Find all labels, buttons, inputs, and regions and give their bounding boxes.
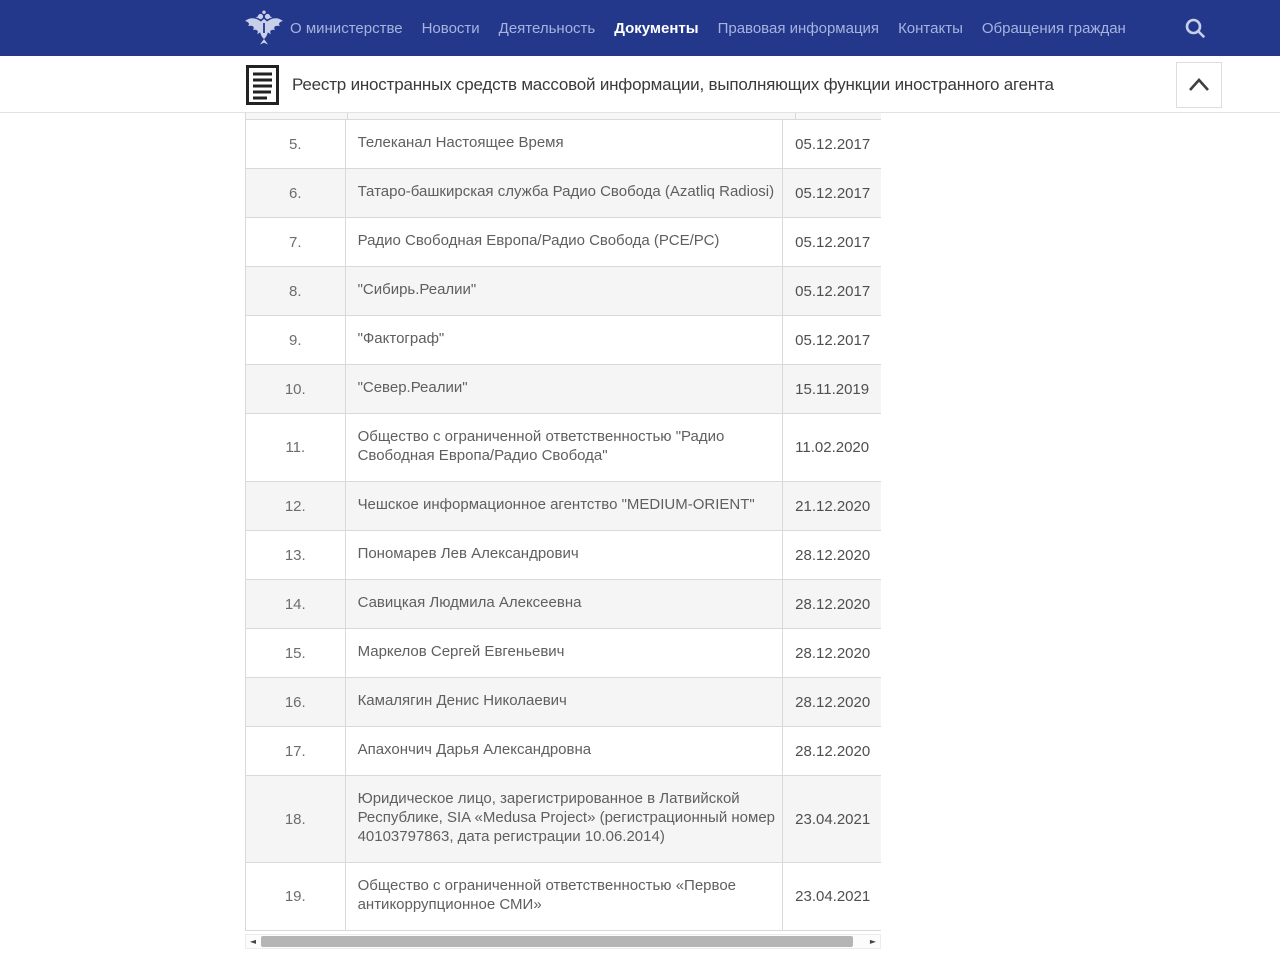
ministry-logo[interactable]: [243, 8, 285, 48]
nav-item-legal-info[interactable]: Правовая информация: [717, 19, 880, 37]
nav-links: [290, 0, 1126, 56]
row-number: 13.: [246, 531, 346, 579]
registry-header: [0, 56, 1280, 113]
table-row: [246, 482, 881, 531]
top-navigation: [0, 0, 1280, 56]
row-date: 28.12.2020: [795, 546, 871, 564]
scroll-left-arrow[interactable]: ◄: [249, 937, 257, 946]
clipped-row-above: [246, 113, 881, 120]
row-name: Маркелов Сергей Евгеньевич: [346, 629, 784, 677]
row-number: 16.: [246, 678, 346, 726]
row-number: 15.: [246, 629, 346, 677]
row-date: 05.12.2017: [795, 233, 871, 251]
table-row: [246, 776, 881, 863]
registry-table: [245, 113, 881, 931]
row-number: 11.: [246, 414, 346, 481]
row-number: 17.: [246, 727, 346, 775]
document-list-icon: [246, 65, 279, 110]
search-icon: [1184, 17, 1206, 39]
row-name: "Сибирь.Реалии": [346, 267, 784, 315]
table-row: [246, 218, 881, 267]
eagle-emblem-icon: [244, 9, 284, 47]
row-name: Юридическое лицо, зарегистрированное в Латвийской Республике, SIA «Medusa Project» (регистрационный номер 40103797863, дата регистрации 10.06.2014): [346, 776, 784, 862]
row-number: 18.: [246, 776, 346, 862]
table-row: [246, 120, 881, 169]
row-date: 05.12.2017: [795, 135, 871, 153]
table-row: [246, 629, 881, 678]
row-number: 14.: [246, 580, 346, 628]
scroll-right-arrow[interactable]: ►: [869, 937, 877, 946]
row-name: Телеканал Настоящее Время: [346, 120, 784, 168]
row-name: Апахончич Дарья Александровна: [346, 727, 784, 775]
nav-item-about[interactable]: О министерстве: [290, 19, 403, 37]
nav-item-news[interactable]: Новости: [421, 19, 480, 37]
row-name: Чешское информационное агентство "MEDIUM-ORIENT": [346, 482, 784, 530]
row-number: 6.: [246, 169, 346, 217]
row-number: 10.: [246, 365, 346, 413]
table-row: [246, 316, 881, 365]
table-row: [246, 267, 881, 316]
page-title: Реестр иностранных средств массовой информации, выполняющих функции иностранного агента: [292, 74, 1054, 94]
row-date: 28.12.2020: [795, 742, 871, 760]
row-name: Камалягин Денис Николаевич: [346, 678, 784, 726]
row-name: Татаро-башкирская служба Радио Свобода (Azatliq Radiosi): [346, 169, 784, 217]
table-row: [246, 531, 881, 580]
nav-item-documents[interactable]: Документы: [614, 19, 699, 37]
nav-item-contacts[interactable]: Контакты: [898, 19, 963, 37]
row-date: 28.12.2020: [795, 693, 871, 711]
table-row: [246, 169, 881, 218]
row-date: 21.12.2020: [795, 497, 871, 515]
row-date: 23.04.2021: [795, 888, 871, 905]
row-name: Пономарев Лев Александрович: [346, 531, 784, 579]
scroll-to-top-button[interactable]: [1176, 62, 1222, 108]
nav-item-activity[interactable]: Деятельность: [498, 19, 596, 37]
registry-table-area: [245, 113, 881, 949]
table-row: [246, 727, 881, 776]
nav-item-citizen-appeals[interactable]: Обращения граждан: [981, 19, 1126, 37]
registry-table-body: [246, 120, 881, 931]
row-name: Общество с ограниченной ответственностью «Первое антикоррупционное СМИ»: [346, 863, 784, 930]
table-row: [246, 580, 881, 629]
scrollbar-track[interactable]: [260, 935, 866, 948]
row-name: "Фактограф": [346, 316, 784, 364]
scrollbar-thumb[interactable]: [261, 936, 853, 947]
row-date: 28.12.2020: [795, 644, 871, 662]
row-date: 15.11.2019: [795, 380, 870, 398]
row-date: 11.02.2020: [795, 439, 870, 456]
row-number: 19.: [246, 863, 346, 930]
table-row: [246, 414, 881, 482]
chevron-up-icon: [1186, 76, 1212, 94]
row-number: 7.: [246, 218, 346, 266]
search-button[interactable]: [1182, 15, 1208, 41]
table-row: [246, 678, 881, 727]
row-name: Савицкая Людмила Алексеевна: [346, 580, 784, 628]
row-name: Радио Свободная Европа/Радио Свобода (РСЕ/РС): [346, 218, 784, 266]
row-date: 28.12.2020: [795, 595, 871, 613]
row-number: 8.: [246, 267, 346, 315]
row-date: 05.12.2017: [795, 331, 871, 349]
table-row: [246, 863, 881, 931]
horizontal-scrollbar[interactable]: [245, 934, 881, 949]
row-date: 05.12.2017: [795, 282, 871, 300]
table-row: [246, 365, 881, 414]
row-number: 12.: [246, 482, 346, 530]
row-name: Общество с ограниченной ответственностью "Радио Свободная Европа/Радио Свобода": [346, 414, 784, 481]
row-date: 23.04.2021: [795, 810, 871, 828]
row-name: "Север.Реалии": [346, 365, 784, 413]
row-number: 9.: [246, 316, 346, 364]
row-date: 05.12.2017: [795, 184, 871, 202]
row-number: 5.: [246, 120, 346, 168]
